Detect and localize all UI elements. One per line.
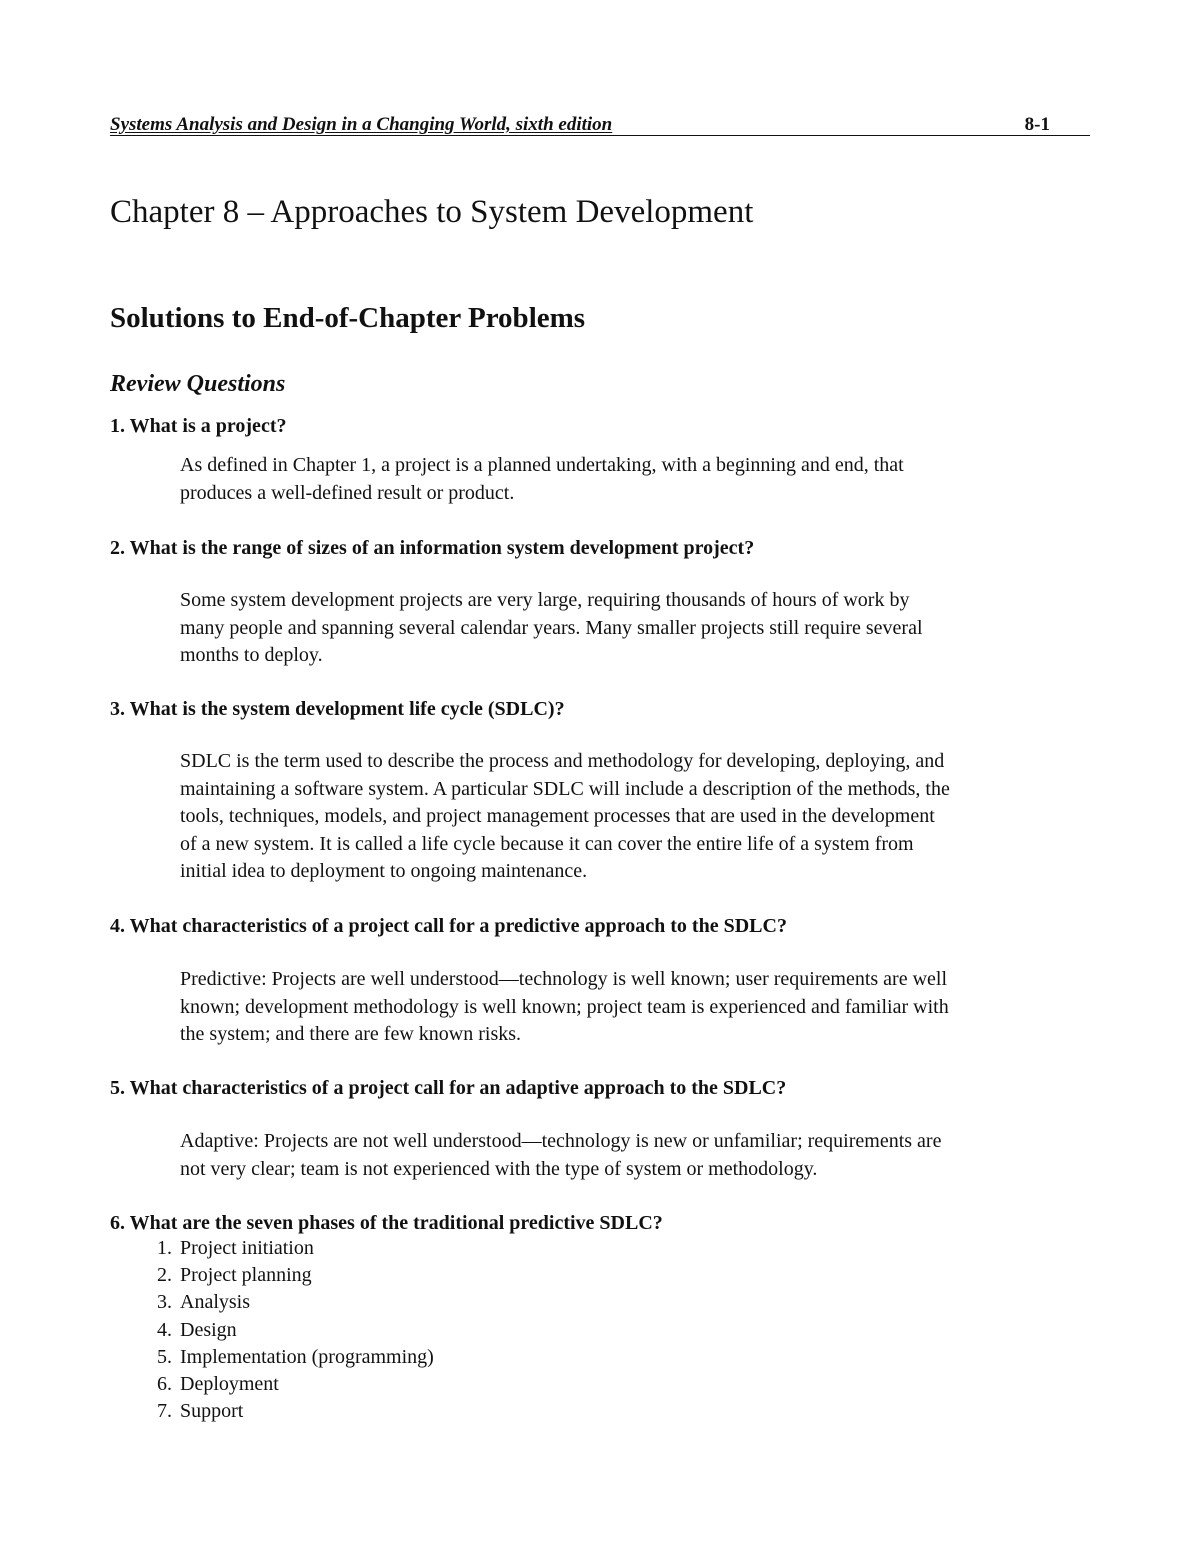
answer-line: maintaining a software system. A particular SDLC will include a description of the methods, the — [180, 777, 950, 800]
list-item — [110, 1235, 434, 1262]
answer-line: Predictive: Projects are well understood—technology is well known; user requirements are well — [180, 968, 948, 990]
list-item-label: Project initiation — [180, 1237, 314, 1259]
list-item-number: 4. — [157, 1318, 172, 1341]
answer-line: Adaptive: Projects are not well understood—technology is new or unfamiliar; requirements are — [180, 1130, 942, 1152]
answer-line: months to deploy. — [180, 644, 323, 666]
list-item — [110, 1398, 434, 1425]
list-item-number: 7. — [157, 1400, 172, 1423]
list-item-number: 5. — [157, 1345, 172, 1368]
answer-line: As defined in Chapter 1, a project is a planned undertaking, with a beginning and end, that — [180, 454, 904, 476]
list-item — [110, 1344, 434, 1371]
question-1: 1. What is a project? — [110, 415, 287, 437]
list-item-number: 6. — [157, 1373, 172, 1396]
page-number: 8-1 — [1024, 114, 1050, 135]
list-item — [110, 1371, 434, 1398]
question-6: 6. What are the seven phases of the traditional predictive SDLC? — [110, 1212, 663, 1234]
book-title: Systems Analysis and Design in a Changing World, sixth edition — [110, 114, 613, 135]
phase-list — [110, 1235, 434, 1425]
question-4: 4. What characteristics of a project call for a predictive approach to the SDLC? — [110, 915, 787, 937]
answer-line: initial idea to deployment to ongoing maintenance. — [180, 860, 588, 882]
answer-line: many people and spanning several calendar years. Many smaller projects still require several — [180, 616, 923, 639]
running-header — [110, 113, 1090, 136]
list-item-number: 2. — [157, 1264, 172, 1287]
answer-5 — [180, 1128, 1090, 1183]
answer-3 — [180, 748, 1090, 886]
answer-line: of a new system. It is called a life cycle because it can cover the entire life of a system from — [180, 832, 914, 855]
answer-line: Some system development projects are very large, requiring thousands of hours of work by — [180, 589, 910, 611]
answer-line: the system; and there are few known risks. — [180, 1023, 522, 1045]
answer-line: known; development methodology is well known; project team is experienced and familiar with — [180, 995, 949, 1018]
list-item — [110, 1289, 434, 1316]
list-item-number: 3. — [157, 1291, 172, 1314]
chapter-title: Chapter 8 – Approaches to System Development — [110, 194, 754, 230]
list-item-label: Project planning — [180, 1264, 312, 1287]
answer-2 — [180, 587, 1090, 670]
list-item-label: Support — [180, 1400, 244, 1423]
answer-1 — [180, 452, 1090, 507]
list-item-label: Deployment — [180, 1373, 279, 1396]
question-5: 5. What characteristics of a project call for an adaptive approach to the SDLC? — [110, 1077, 787, 1099]
question-2: 2. What is the range of sizes of an information system development project? — [110, 537, 755, 559]
answer-line: tools, techniques, models, and project management processes that are used in the development — [180, 805, 935, 827]
list-item-label: Design — [180, 1318, 237, 1341]
list-item-number: 1. — [157, 1237, 172, 1259]
section-title: Solutions to End-of-Chapter Problems — [110, 302, 586, 334]
answer-line: SDLC is the term used to describe the process and methodology for developing, deploying, and — [180, 750, 945, 772]
answer-line: produces a well-defined result or product. — [180, 481, 515, 504]
list-item-label: Analysis — [180, 1291, 250, 1314]
list-item — [110, 1317, 434, 1344]
answer-line: not very clear; team is not experienced with the type of system or methodology. — [180, 1157, 818, 1180]
question-3: 3. What is the system development life cycle (SDLC)? — [110, 698, 565, 720]
list-item — [110, 1262, 434, 1289]
answer-4 — [180, 966, 1090, 1049]
subsection-title: Review Questions — [110, 371, 286, 397]
list-item-label: Implementation (programming) — [180, 1345, 434, 1368]
